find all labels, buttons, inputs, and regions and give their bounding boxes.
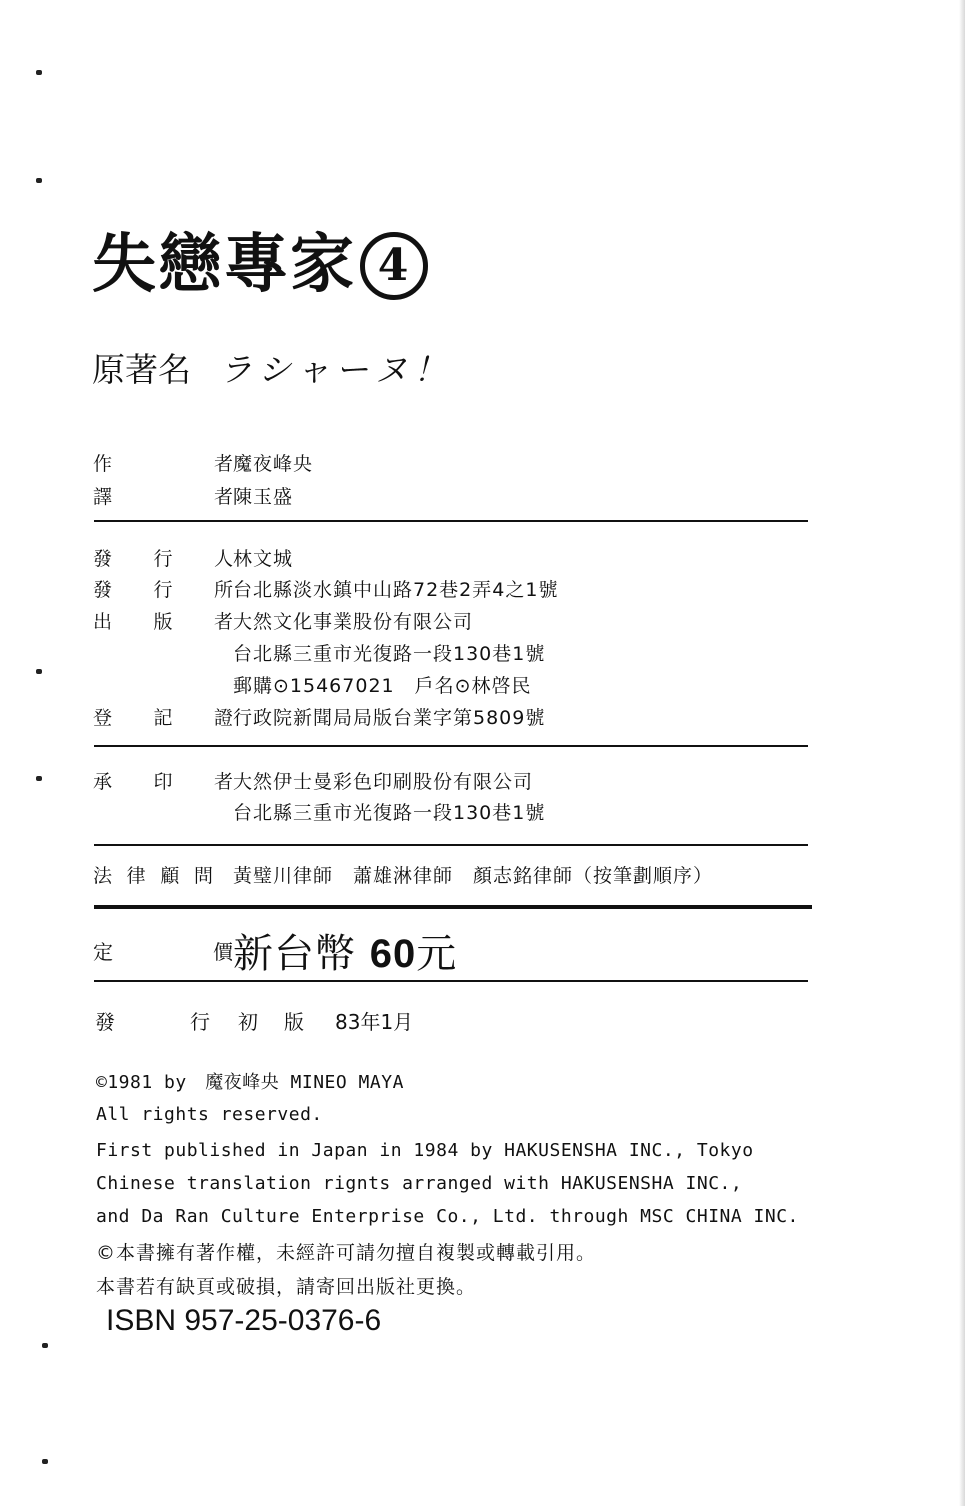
legal-label (93, 864, 213, 888)
price-row (93, 922, 457, 979)
legal-label-char: 顧 (160, 865, 180, 887)
issuer-label (93, 547, 233, 571)
publisher-value: 大然文化事業股份有限公司 (233, 611, 474, 633)
defect-notice-cn: 本書若有缺頁或破損，請寄回出版社更換。 (96, 1276, 477, 1298)
printer-label-char: 印 (153, 771, 173, 793)
publisher-label-char: 版 (153, 611, 173, 633)
registration-label (93, 706, 233, 730)
divider-thick (94, 905, 812, 909)
price-unit: 元 (416, 931, 458, 977)
legal-label-char: 問 (193, 865, 213, 887)
author-row (93, 452, 313, 476)
first-edition-date: 83年1月 (335, 1010, 414, 1034)
office-row (93, 578, 558, 602)
spacer (93, 642, 233, 666)
printer-address: 台北縣三重市光復路一段130巷1號 (233, 802, 546, 824)
issuer-label-char: 行 (153, 548, 173, 570)
translator-value: 陳玉盛 (233, 486, 294, 508)
registration-label-char: 記 (153, 707, 173, 729)
page-edge (959, 0, 965, 1506)
first-edition-label-char: 行 (190, 1010, 210, 1034)
publisher-label (93, 610, 233, 634)
translator-label-char: 者 (213, 486, 233, 508)
price-currency: 新台幣 (233, 931, 356, 977)
author-label (93, 452, 233, 476)
issuer-row (93, 547, 293, 571)
publisher-label-char: 出 (93, 611, 113, 633)
publisher-address-row (93, 642, 545, 666)
registration-label-char: 登 (93, 707, 113, 729)
office-label-char: 發 (93, 579, 113, 601)
legal-row (93, 864, 713, 888)
rights-reserved: All rights reserved. (96, 1104, 323, 1125)
postal-row (93, 674, 532, 698)
book-title-text: 失戀專家 (92, 227, 356, 302)
divider (94, 980, 808, 982)
registration-row (93, 706, 545, 730)
printer-label-char: 者 (213, 771, 233, 793)
office-label (93, 578, 233, 602)
postal-account: 郵購⊙15467021 戶名⊙林啓民 (233, 675, 532, 697)
price-amount: 60 (369, 932, 417, 976)
legal-label-char: 律 (126, 865, 146, 887)
divider (94, 745, 808, 747)
translation-rights-line: Chinese translation rignts arranged with HAKUSENSHA INC., (96, 1173, 743, 1194)
margin-dot (36, 776, 42, 781)
office-value: 台北縣淡水鎮中山路72巷2弄4之1號 (233, 579, 559, 601)
margin-dot (42, 1459, 48, 1464)
issuer-value: 林文城 (233, 548, 294, 570)
author-value: 魔夜峰央 (233, 453, 314, 475)
translator-row (93, 485, 293, 509)
issuer-label-char: 發 (93, 548, 113, 570)
translator-label-char: 譯 (93, 486, 113, 508)
margin-dot (36, 178, 42, 183)
original-title (92, 344, 452, 391)
price-label-char: 價 (213, 940, 233, 964)
printer-label-char: 承 (93, 771, 113, 793)
office-label-char: 所 (213, 579, 233, 601)
margin-dot (36, 70, 42, 75)
author-label-char: 者 (213, 453, 233, 475)
printer-label (93, 770, 233, 794)
publisher-label-char: 者 (213, 611, 233, 633)
first-published-line: First published in Japan in 1984 by HAKUSENSHA INC., Tokyo (96, 1140, 754, 1161)
price-label (93, 936, 233, 965)
publisher-row (93, 610, 473, 634)
printer-address-row (93, 801, 545, 825)
office-label-char: 行 (153, 579, 173, 601)
copyright-notice-cn: ©本書擁有著作權，未經許可請勿擅自複製或轉載引用。 (96, 1242, 597, 1264)
volume-number-badge: 4 (360, 232, 428, 300)
first-edition-row (95, 1006, 413, 1035)
translator-label (93, 485, 233, 509)
first-edition-label-char: 版 (284, 1010, 304, 1034)
first-edition-label-char: 初 (238, 1010, 258, 1034)
book-title (92, 227, 428, 302)
original-title-label: 原著名 (92, 350, 191, 389)
printer-row (93, 770, 533, 794)
registration-label-char: 證 (213, 707, 233, 729)
registration-value: 行政院新聞局局版台業字第5809號 (233, 707, 546, 729)
author-label-char: 作 (93, 453, 113, 475)
first-edition-label-char: 發 (95, 1010, 115, 1034)
legal-value: 黃璧川律師 蕭雄淋律師 顏志銘律師（按筆劃順序） (233, 865, 714, 887)
spacer (93, 674, 233, 698)
legal-label-char: 法 (93, 865, 113, 887)
divider (94, 844, 808, 846)
issuer-label-char: 人 (213, 548, 233, 570)
copyright-line: ©1981 by 魔夜峰央 MINEO MAYA (96, 1072, 404, 1093)
price-label-char: 定 (93, 940, 113, 964)
divider (94, 520, 808, 522)
margin-dot (36, 669, 42, 674)
isbn: ISBN 957-25-0376-6 (106, 1304, 382, 1337)
publisher-address: 台北縣三重市光復路一段130巷1號 (233, 643, 546, 665)
spacer (93, 801, 233, 825)
arrangement-line: and Da Ran Culture Enterprise Co., Ltd. through MSC CHINA INC. (96, 1206, 799, 1227)
price-value (233, 922, 457, 979)
printer-name: 大然伊士曼彩色印刷股份有限公司 (233, 771, 534, 793)
original-title-value: ラシャーヌ！ (219, 350, 453, 389)
margin-dot (42, 1343, 48, 1348)
